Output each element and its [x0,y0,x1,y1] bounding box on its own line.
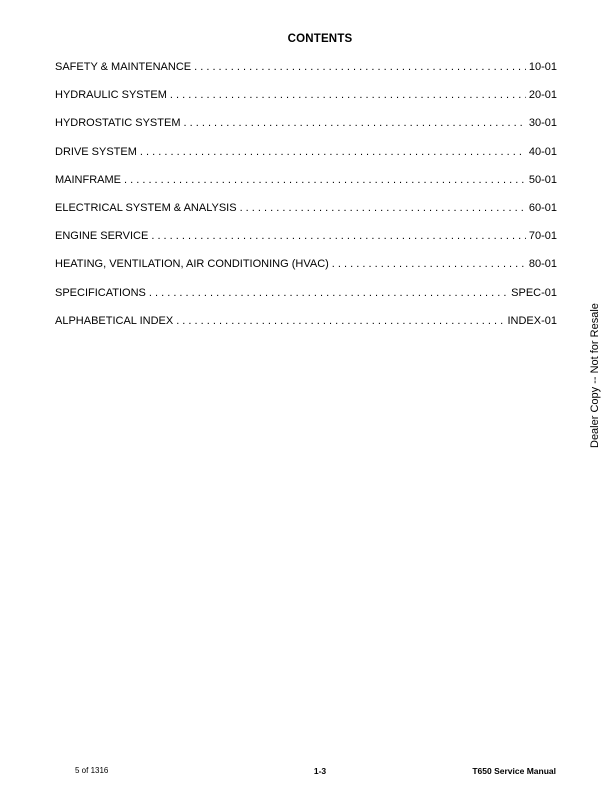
toc-entry-hydraulic-system[interactable] [55,89,557,117]
toc-entry-page: 70-01 [528,230,557,243]
toc-entry-label: SAFETY & MAINTENANCE [55,61,192,73]
toc-entry-label: HEATING, VENTILATION, AIR CONDITIONING (HVAC) [55,258,329,271]
toc-entry-page: 30-01 [528,117,557,130]
toc-entry-page: 50-01 [528,173,557,186]
toc-entry-label: HYDROSTATIC SYSTEM [55,117,181,130]
toc-entry-mainframe[interactable] [55,174,557,202]
dot-leader [149,287,508,299]
page-title: CONTENTS [287,33,353,45]
toc-entry-label: ALPHABETICAL INDEX [55,314,174,327]
toc-entry-label: MAINFRAME [55,173,121,186]
toc-entry-label: ENGINE SERVICE [55,230,149,243]
dot-leader [176,315,504,327]
toc-entry-label: DRIVE SYSTEM [55,145,137,158]
footer-page-number: 1-3 [313,766,327,776]
dot-leader [124,174,526,186]
dot-leader [240,202,526,214]
toc-entry-page: 20-01 [528,89,557,102]
dot-leader [151,230,526,242]
dot-leader [194,61,526,73]
toc-entry-alphabetical-index[interactable] [55,315,557,343]
toc-entry-specifications[interactable] [55,287,557,315]
dealer-copy-watermark: Dealer Copy -- Not for Resale [589,303,601,448]
table-of-contents [55,61,557,343]
toc-entry-hydrostatic-system[interactable] [55,117,557,145]
toc-entry-label: HYDRAULIC SYSTEM [55,89,167,102]
dot-leader [332,258,526,270]
toc-entry-safety-maintenance[interactable] [55,61,557,89]
toc-entry-label: SPECIFICATIONS [55,286,146,299]
dot-leader [184,117,526,129]
toc-entry-electrical-system[interactable] [55,202,557,230]
footer-page-count: 5 of 1316 [75,766,109,775]
toc-entry-drive-system[interactable] [55,146,557,174]
toc-entry-hvac[interactable] [55,258,557,286]
dot-leader [140,146,526,158]
toc-entry-page: 80-01 [528,258,557,271]
toc-entry-page: INDEX-01 [507,314,557,327]
toc-entry-page: 10-01 [528,61,557,73]
footer-manual-title: T650 Service Manual [472,766,556,776]
dot-leader [170,89,526,101]
toc-entry-label: ELECTRICAL SYSTEM & ANALYSIS [55,201,237,214]
toc-entry-page: 40-01 [528,145,557,158]
toc-entry-engine-service[interactable] [55,230,557,258]
toc-entry-page: 60-01 [528,201,557,214]
toc-entry-page: SPEC-01 [511,286,557,299]
